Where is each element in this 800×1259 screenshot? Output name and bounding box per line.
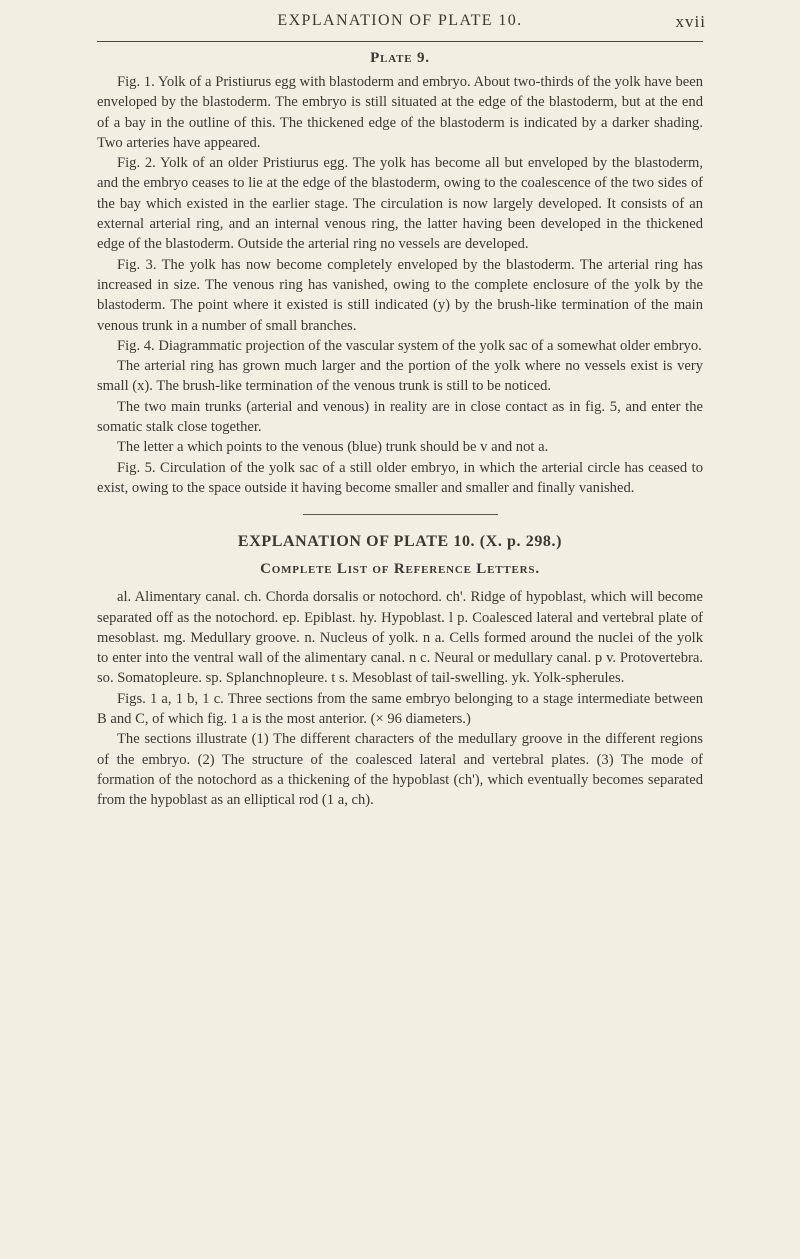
plate9-fig2: Fig. 2. Yolk of an older Pristiurus egg. The yolk has become all but enveloped by the blastoderm, and the embryo ceases to lie at the edge of the blastoderm, owing to the coalescence of the two sides of the bay which existed in the earlier stage. The circulation is now largely developed. It consists of an external arterial ring, and an internal venous ring, the latter having been developed in the thickened edge of the blastoderm. Outside the arterial ring no vessels are developed. [97, 155, 703, 253]
plate9-fig4-trunks: The two main trunks (arterial and venous) in reality are in close contact as in fig. 5, and enter the somatic stalk close together. [97, 398, 703, 436]
section-divider [303, 514, 498, 515]
plate9-fig1: Fig. 1. Yolk of a Pristiurus egg with blastoderm and embryo. About two-thirds of the yolk have been enveloped by the blastoderm. The embryo is still situated at the edge of the blastoderm, but at the end of a bay in the outline of this. The thickened edge of the blastoderm is indicated by a darker shading. Two arteries have appeared. [97, 74, 703, 151]
page-number: xvii [675, 12, 706, 31]
plate9-fig4-letter: The letter a which points to the venous (blue) trunk should be v and not a. [117, 439, 549, 456]
reference-letters-list: al. Alimentary canal. ch. Chorda dorsalis or notochord. ch'. Ridge of hypoblast, which will become separated off as the notochord. ep. Epiblast. hy. Hypoblast. l p. Coalesced lateral and vertebral plate of mesoblast. mg. Medullary groove. n. Nucleus of yolk. n a. Cells formed around the nuclei of the yolk to enter into the ventral wall of the alimentary canal. n c. Neural or medullary canal. p v. Protovertebra. so. Somatopleure. sp. Splanchnopleure. t s. Mesoblast of tail-swelling. yk. Yolk-spherules. [97, 589, 703, 687]
running-head-title: EXPLANATION OF PLATE 10. [277, 12, 523, 29]
plate9-heading: Plate 9. [370, 50, 430, 66]
running-head [0, 8, 800, 38]
body-text [97, 48, 703, 811]
plate10-heading: EXPLANATION OF PLATE 10. (X. p. 298.) [237, 533, 563, 551]
plate10-sections: The sections illustrate (1) The different characters of the medullary groove in the different regions of the embryo. (2) The structure of the coalesced lateral and vertebral plates. (3) The mode of formation of the notochord as a thickening of the hypoblast (ch'), which eventually becomes separated from the hypoblast as an elliptical rod (1 a, ch). [97, 731, 703, 809]
plate9-fig5: Fig. 5. Circulation of the yolk sac of a still older embryo, in which the arterial circle has ceased to exist, owing to the space outside it having become smaller and smaller and finally vanished. [97, 459, 703, 496]
plate9-fig4: Fig. 4. Diagrammatic projection of the vascular system of the yolk sac of a somewhat older embryo. [117, 337, 702, 354]
plate10-subheading: Complete List of Reference Letters. [260, 561, 540, 578]
plate9-fig3: Fig. 3. The yolk has now become completely enveloped by the blastoderm. The arterial ring has increased in size. The venous ring has vanished, owing to the complete enclosure of the yolk by the blastoderm. The point where it existed is still indicated (y) by the brush-like termination of the main venous trunk in a number of small branches. [97, 256, 703, 334]
plate10-figs-1: Figs. 1 a, 1 b, 1 c. Three sections from the same embryo belonging to a stage intermediate between B and C, of which fig. 1 a is the most anterior. (× 96 diameters.) [97, 690, 703, 728]
header-rule [97, 41, 703, 42]
plate9-fig4-arterial: The arterial ring has grown much larger and the portion of the yolk where no vessels exist is very small (x). The brush-like termination of the venous trunk is still to be noticed. [97, 358, 703, 395]
